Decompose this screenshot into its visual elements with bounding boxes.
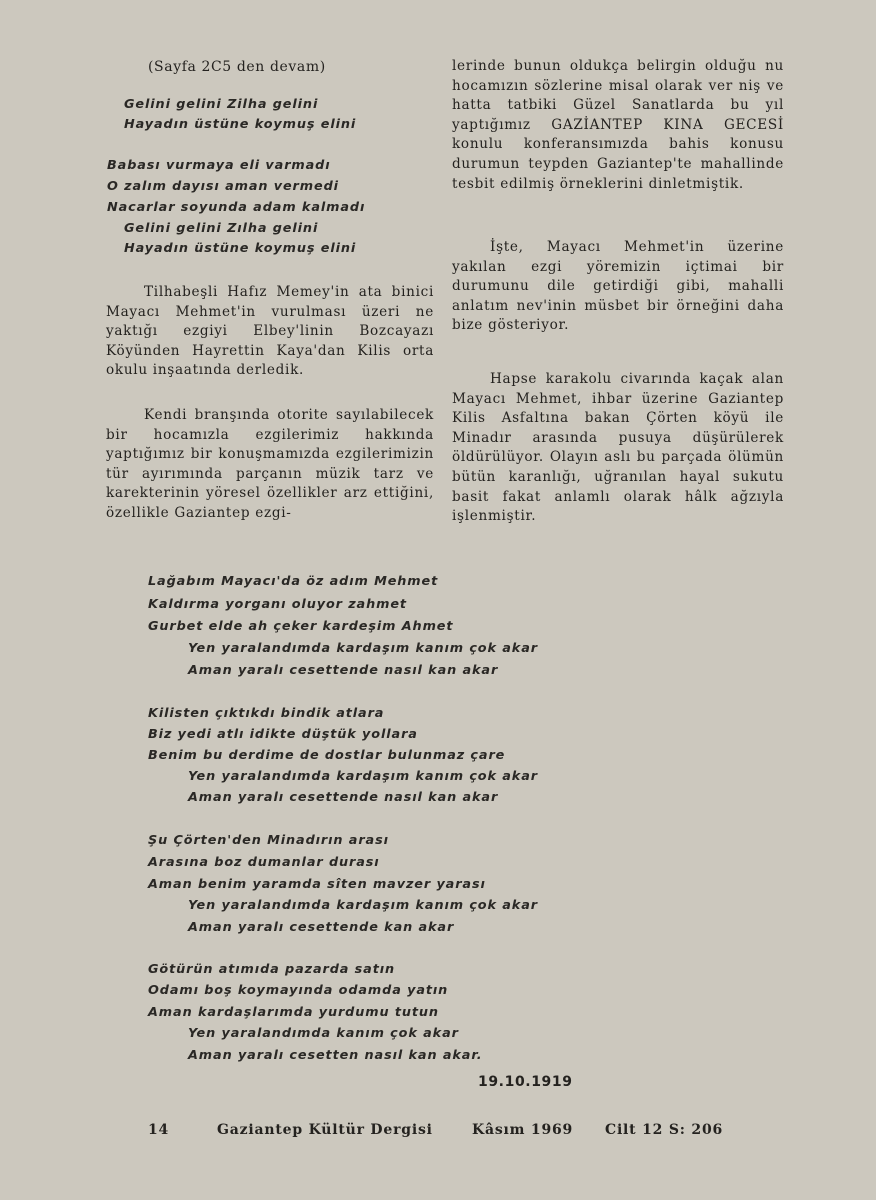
- song-line: Arasına boz dumanlar durası: [148, 855, 380, 870]
- verse-line: Hayadın üstüne koymuş elini: [124, 117, 357, 132]
- song-line: Yen yaralandımda kanım çok akar: [188, 1026, 459, 1041]
- song-line: Gurbet elde ah çeker kardeşim Ahmet: [148, 619, 454, 634]
- page-number: 14: [148, 1122, 170, 1138]
- right-paragraph-3: [452, 370, 784, 527]
- song-line: Odamı boş koymayında odamda yatın: [148, 983, 449, 998]
- song-line: Yen yaralandımda kardaşım kanım çok akar: [188, 898, 538, 913]
- issue-date: Kâsım 1969: [472, 1122, 574, 1138]
- verse-line: Gelini gelini Zılha gelini: [124, 221, 319, 236]
- song-line: Benim bu derdime de dostlar bulunmaz çare: [148, 748, 506, 763]
- volume-info: Cilt 12 S: 206: [605, 1122, 724, 1138]
- verse-line: Gelini gelini Zilha gelini: [124, 97, 319, 112]
- song-line: Aman yaralı cesettende kan akar: [188, 920, 455, 935]
- paragraph: İşte, Mayacı Mehmet'in üzerine yakılan ezgi yöremizin içtimai bir durumunu dile getirdiği gibi, mahalli anlatım nev'inin müsbet bir örneğini daha bize gösteriyor.: [452, 239, 784, 334]
- song-line: Kilisten çıktıkdı bindik atlara: [148, 706, 385, 721]
- song-line: Aman yaralı cesetten nasıl kan akar.: [188, 1048, 483, 1063]
- song-line: Kaldırma yorganı oluyor zahmet: [148, 597, 407, 612]
- paragraph: lerinde bunun oldukça belirgin olduğu nu hocamızın sözlerine misal olarak ver niş ve hatta tatbiki Güzel Sanatlarda bu yıl yaptığımız GAZİANTEP KINA GECESİ konulu konferansımızda bahis konusu durumun teypden Gaziantep'te mahallinde tesbit edilmiş örneklerini dinletmiştik.: [452, 58, 784, 192]
- verse-line: Babası vurmaya eli varmadı: [107, 158, 331, 173]
- continuation-note: (Sayfa 2C5 den devam): [148, 59, 326, 75]
- song-line: Aman kardaşlarımda yurdumu tutun: [148, 1005, 439, 1020]
- song-line: Yen yaralandımda kardaşım kanım çok akar: [188, 641, 538, 656]
- right-paragraph-2: [452, 238, 784, 336]
- paragraph: Kendi branşında otorite sayılabilecek bir hocamızla ezgilerimiz hakkında yaptığımız bir konuşmamızda ezgilerimizin tür ayırımında parçanın müzik tarz ve karekterinin yöresel özellikler arz ettiğini, özellikle Gaziantep ezgi-: [106, 407, 434, 521]
- magazine-title: Gaziantep Kültür Dergisi: [217, 1122, 433, 1138]
- song-line: Götürün atımıda pazarda satın: [148, 962, 396, 977]
- song-line: Biz yedi atlı idikte düştük yollara: [148, 727, 418, 742]
- paragraph: Hapse karakolu civarında kaçak alan Mayacı Mehmet, ihbar üzerine Gaziantep Kilis Asfaltına bakan Çörten köyü ile Minadır arasında pusuya düşürülerek öldürülüyor. Olayın aslı bu parçada ölümün bütün karanlığı, uğranılan hayal sukutu basit fakat anlamlı olarak hâlk ağzıyla işlenmiştir.: [452, 371, 784, 525]
- song-line: Aman yaralı cesettende nasıl kan akar: [188, 663, 499, 678]
- verse-line: Hayadın üstüne koymuş elini: [124, 241, 357, 256]
- date-line: 19.10.1919: [478, 1074, 573, 1090]
- song-line: Aman benim yaramda sîten mavzer yarası: [148, 877, 486, 892]
- song-line: Yen yaralandımda kardaşım kanım çok akar: [188, 769, 538, 784]
- verse-line: O zalım dayısı aman vermedi: [107, 179, 339, 194]
- right-paragraph-1: [452, 57, 784, 194]
- paragraph: Tilhabeşli Hafız Memey'in ata binici Mayacı Mehmet'in vurulması üzeri ne yaktığı ezgiyi Elbey'linin Bozcayazı Köyünden Hayrettin Kaya'dan Kilis orta okulu inşaatında derledik.: [106, 284, 434, 379]
- verse-line: Nacarlar soyunda adam kalmadı: [107, 200, 366, 215]
- song-line: Lağabım Mayacı'da öz adım Mehmet: [148, 574, 439, 589]
- left-paragraph-2: [106, 406, 434, 524]
- song-line: Şu Çörten'den Minadırın arası: [148, 833, 389, 848]
- left-paragraph-1: [106, 283, 434, 381]
- song-line: Aman yaralı cesettende nasıl kan akar: [188, 790, 499, 805]
